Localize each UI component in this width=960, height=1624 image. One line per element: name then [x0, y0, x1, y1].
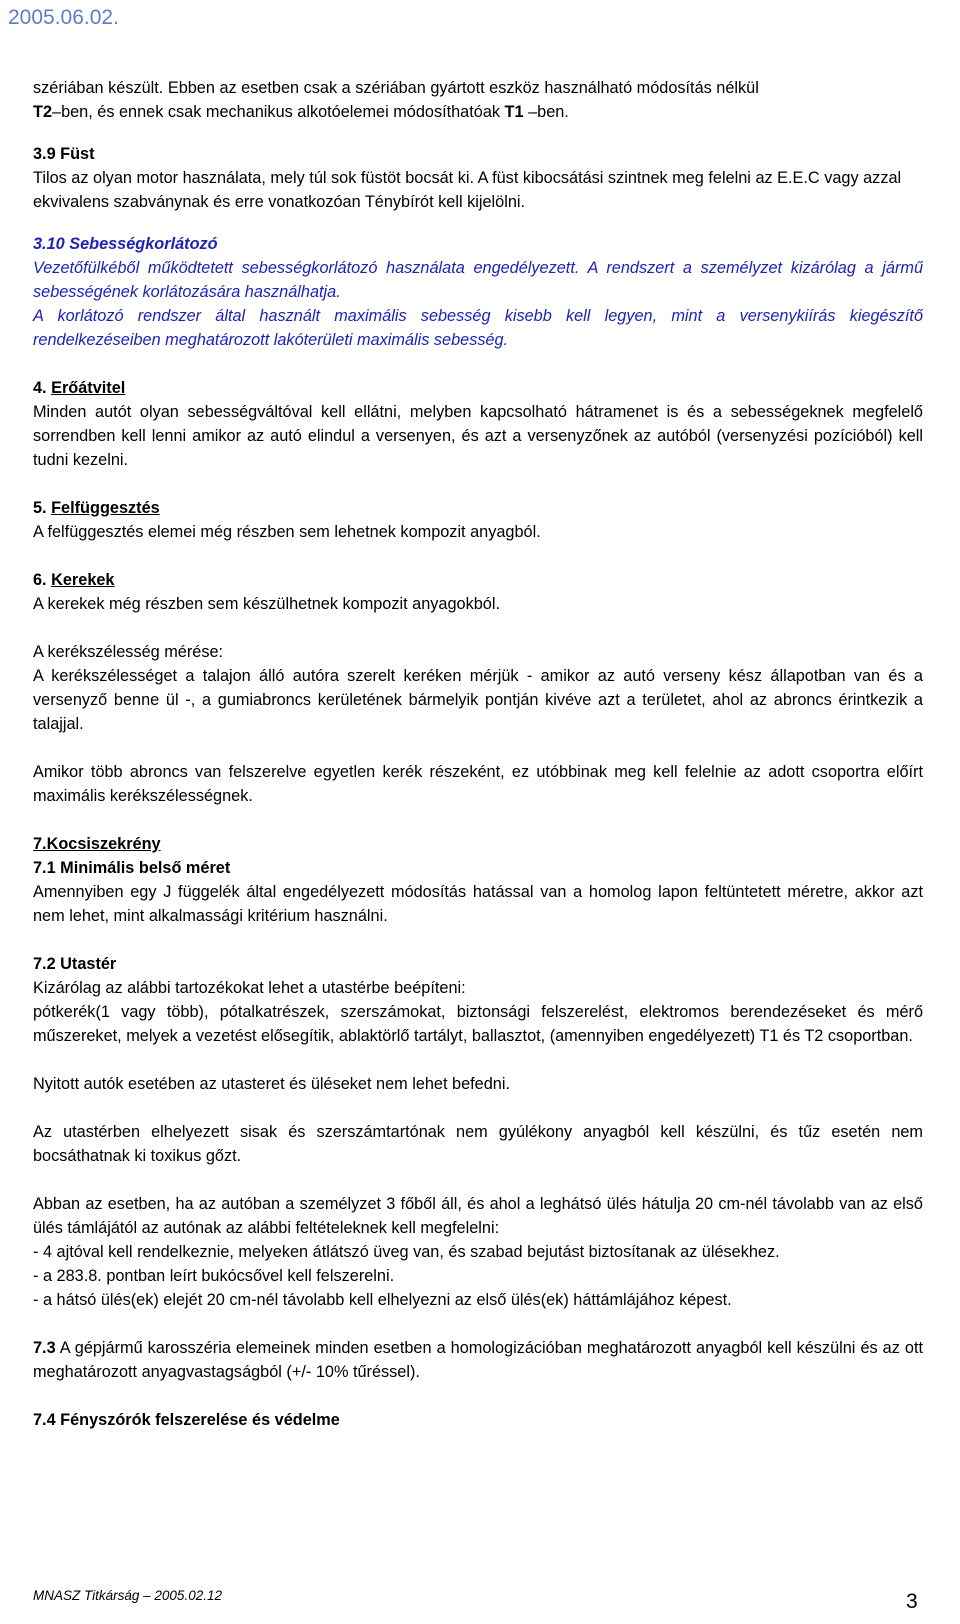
section-7-3 — [33, 1336, 923, 1384]
footer-text: MNASZ Titkárság – 2005.02.12 — [33, 1588, 222, 1603]
intro-end: –ben. — [523, 103, 569, 121]
section-5-number: 5. — [33, 499, 52, 517]
section-7-2-bullet-2: - a 283.8. pontban leírt bukócsővel kell felszerelni. — [33, 1267, 395, 1285]
section-3-9-title: 3.9 Füst — [33, 145, 95, 163]
section-7-2-para-3: Az utastérben elhelyezett sisak és szerszámtartónak nem gyúlékony anyagból kell készülni, és tűz esetén nem bocsáthatnak ki toxikus gőzt. — [33, 1123, 923, 1165]
section-5-heading — [33, 496, 923, 520]
document-body — [33, 76, 923, 1432]
group-t2: T2 — [33, 103, 53, 121]
intro-text: –ben, és ennek csak mechanikus alkotóelemei módosíthatóak — [52, 103, 505, 121]
section-3-10-title: 3.10 Sebességkorlátozó — [33, 235, 218, 253]
section-3-10-para-2: A korlátozó rendszer által használt maximális sebesség kisebb kell legyen, mint a versenykiírás kiegészítő rendelkezéseiben meghatározott lakóterületi maximális sebesség. — [33, 307, 923, 349]
section-4-number: 4. — [33, 379, 52, 397]
section-6-heading — [33, 568, 923, 592]
section-6-para-1: A kerékszélességet a talajon álló autóra szerelt keréken mérjük - amikor az autó verseny kész állapotban van és a versenyző benne ül -, a gumiabroncs kerületének bármelyik pontján kivéve azt a területet, ahol az abroncs érintkezik a talajjal. — [33, 667, 923, 733]
intro-line-2 — [33, 100, 923, 124]
section-4-text: Minden autót olyan sebességváltóval kell ellátni, melyben kapcsolható hátramenet is és a sebességeknek megfelelő sorrendben kell lenni amikor az autó elindul a versenyen, és azt a versenyzőnek az autóból (versenyzési pozícióból) kell tudni kezelni. — [33, 403, 923, 469]
section-7-1-text: Amennyiben egy J függelék által engedélyezett módosítás hatással van a homolog lapon feltüntetett méretre, akkor azt nem lehet, mint alkalmassági kritérium használni. — [33, 883, 923, 925]
section-7-2-para-4: Abban az esetben, ha az autóban a személyzet 3 főből áll, és ahol a leghátsó ülés hátulja 20 cm-nél távolabb van az első ülés támlájától az autónak az alábbi feltételeknek kell megfelelni: — [33, 1195, 923, 1237]
section-7-2-bullet-3: - a hátsó ülés(ek) elejét 20 cm-nél távolabb kell elhelyezni az első ülés(ek) háttámlájához képest. — [33, 1291, 732, 1309]
section-7-2-line-1: Kizárólag az alábbi tartozékokat lehet a utastérbe beépíteni: — [33, 979, 466, 997]
section-7-3-number: 7.3 — [33, 1339, 56, 1357]
section-6-subheading: A kerékszélesség mérése: — [33, 643, 224, 661]
section-7-title: 7.Kocsiszekrény — [33, 835, 161, 853]
section-7-2-para-2: Nyitott autók esetében az utasteret és üléseket nem lehet befedni. — [33, 1075, 510, 1093]
section-6-number: 6. — [33, 571, 52, 589]
section-4-title: Erőátvitel — [51, 379, 126, 397]
section-7-2-bullet-1: - 4 ajtóval kell rendelkeznie, melyeken átlátszó üveg van, és szabad bejutást biztosítanak az ülésekhez. — [33, 1243, 780, 1261]
section-5-text: A felfüggesztés elemei még részben sem lehetnek kompozit anyagból. — [33, 523, 541, 541]
section-3-10-para-1: Vezetőfülkéből működtetett sebességkorlátozó használata engedélyezett. A rendszert a személyzet kizárólag a jármű sebességének korlátozására használhatja. — [33, 259, 923, 301]
section-7-3-text: A gépjármű karosszéria elemeinek minden esetben a homologizációban meghatározott anyagból kell készülni és az ott meghatározott anyagvastagságból (+/- 10% tűréssel). — [33, 1339, 923, 1381]
section-6-para-2: Amikor több abroncs van felszerelve egyetlen kerék részeként, ez utóbbinak meg kell felelnie az adott csoportra előírt maximális kerékszélességnek. — [33, 763, 923, 805]
section-7-4-title: 7.4 Fényszórók felszerelése és védelme — [33, 1411, 340, 1429]
section-3-9-text: Tilos az olyan motor használata, mely túl sok füstöt bocsát ki. A füst kibocsátási szintnek meg felelni az E.E.C vagy azzal ekvivalens szabványnak és erre vonatkozóan Ténybírót kell kijelölni. — [33, 169, 902, 211]
section-6-text: A kerekek még részben sem készülhetnek kompozit anyagokból. — [33, 595, 500, 613]
section-4-heading — [33, 376, 923, 400]
section-5-title: Felfüggesztés — [51, 499, 160, 517]
intro-line-1: szériában készült. Ebben az esetben csak a szériában gyártott eszköz használható módosítás nélkül — [33, 79, 759, 97]
section-6-title: Kerekek — [51, 571, 115, 589]
header-date: 2005.06.02. — [8, 6, 119, 29]
page-number: 3 — [906, 1590, 918, 1613]
group-t1: T1 — [504, 103, 524, 121]
section-7-2-title: 7.2 Utastér — [33, 955, 117, 973]
section-7-1-title: 7.1 Minimális belső méret — [33, 859, 231, 877]
section-7-2-line-2: pótkerék(1 vagy több), pótalkatrészek, szerszámokat, biztonsági felszerelést, elektromos berendezéseket és mérő műszereket, melyek a vezetést elősegítik, ablaktörlő tartályt, ballasztot, (amennyiben engedélyezett) T1 és T2 csoportban. — [33, 1003, 923, 1045]
